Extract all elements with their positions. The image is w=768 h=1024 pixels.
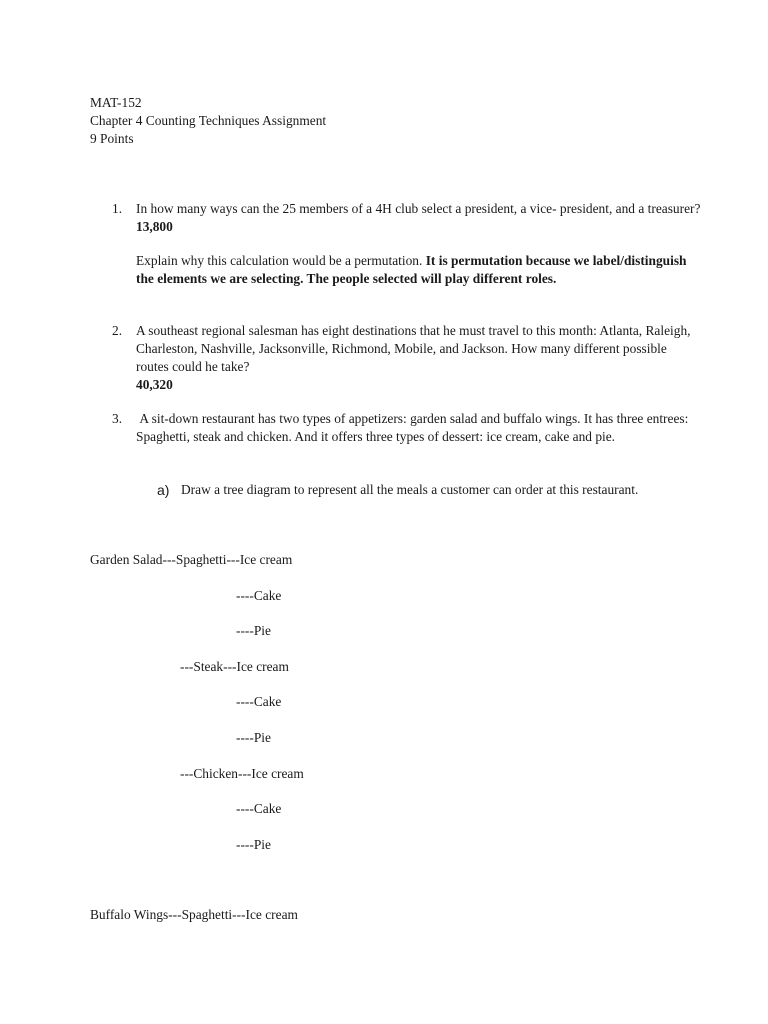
tree-line: ----Pie [236,730,271,745]
subpart-a [157,481,657,499]
subpart-letter: a) [157,482,170,498]
question-3 [112,410,702,446]
tree-line: Garden Salad---Spaghetti---Ice cream [90,552,293,567]
tree-line: ----Cake [236,588,282,603]
question-1 [112,200,702,288]
answer-value: 40,320 [136,377,173,392]
document-header [90,94,326,148]
question-text: A sit-down restaurant has two types of appetizers: garden salad and buffalo wings. It has three entrees: Spaghetti, steak and chicken. And it offers three types of dessert: ice cream, cake and pie. [136,411,692,444]
followup-text: Explain why this calculation would be a permutation. It is permutation because we label/distinguish the elements we are selecting. The people selected will play different roles. [136,253,687,286]
course-code: MAT-152 [90,95,142,110]
question-number: 3. [112,411,123,426]
assignment-title: Chapter 4 Counting Techniques Assignment [90,113,327,128]
followup-answer: It is permutation because we label/distinguish the elements we are selecting. The people selected will play different roles. [136,253,687,286]
tree-line: ----Pie [236,623,271,638]
answer-value: 13,800 [136,219,173,234]
tree-line: ----Cake [236,694,282,709]
tree-line: ---Steak---Ice cream [180,659,289,674]
question-number: 2. [112,323,123,338]
question-number: 1. [112,201,123,216]
question-text: A southeast regional salesman has eight destinations that he must travel to this month: Atlanta, Raleigh, Charleston, Nashville, Jacksonville, Richmond, Mobile, and Jackson. How many different possible routes could he take? [136,323,691,374]
question-2 [112,322,702,394]
points-label: 9 Points [90,131,134,146]
subpart-text: Draw a tree diagram to represent all the meals a customer can order at this restaurant. [181,482,639,497]
tree-line: ---Chicken---Ice cream [180,766,304,781]
tree-line: ----Pie [236,837,271,852]
tree-line: Buffalo Wings---Spaghetti---Ice cream [90,907,298,922]
tree-line: ----Cake [236,801,282,816]
question-text: In how many ways can the 25 members of a 4H club select a president, a vice- president, and a treasurer? 13,800 [136,201,701,234]
